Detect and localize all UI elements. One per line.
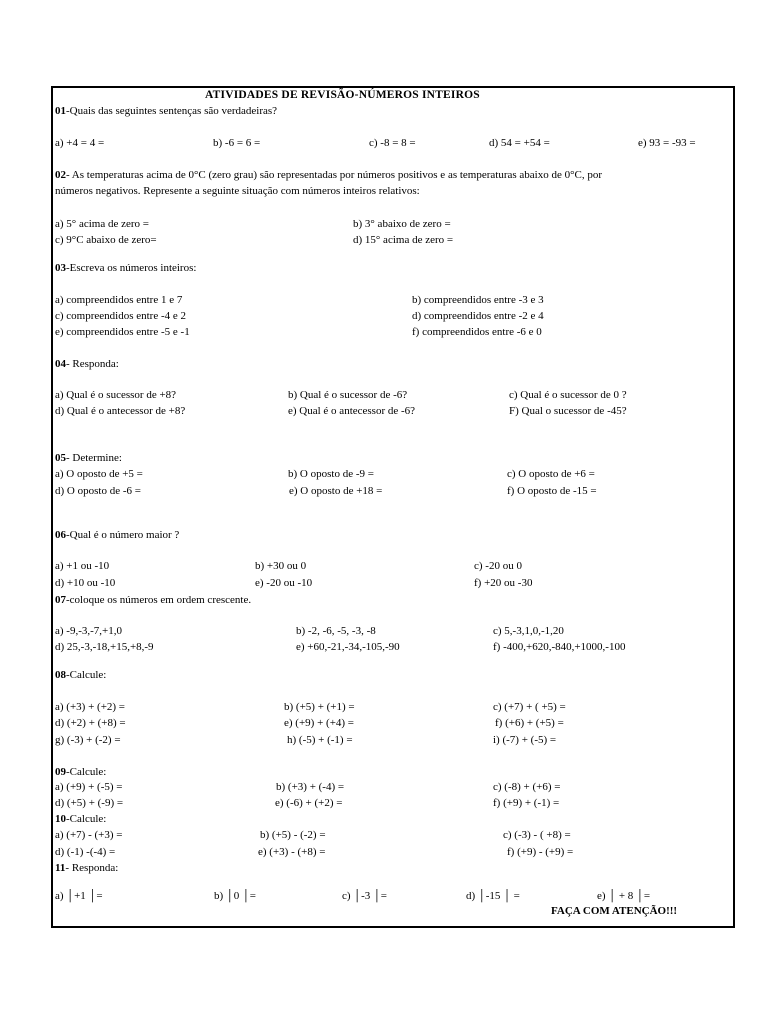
question-03-heading xyxy=(55,262,196,275)
answer-item: a) │+1 │= xyxy=(55,890,103,902)
question-text: -coloque os números em ordem crescente. xyxy=(66,594,252,606)
question-text: -Quais das seguintes sentenças são verdadeiras? xyxy=(66,105,278,117)
question-text: -Escreva os números inteiros: xyxy=(66,262,197,274)
question-06-heading xyxy=(55,529,179,542)
answer-item: b) (+5) - (-2) = xyxy=(260,829,326,841)
answer-item: e) (+9) + (+4) = xyxy=(284,717,355,729)
answer-item: d) 25,-3,-18,+15,+8,-9 xyxy=(55,641,154,653)
question-10-heading xyxy=(55,813,106,826)
answer-item: d) 15° acima de zero = xyxy=(353,234,454,246)
answer-item: c) (-8) + (+6) = xyxy=(493,781,561,793)
question-07-heading xyxy=(55,594,251,607)
worksheet-border xyxy=(51,86,735,928)
question-05-heading xyxy=(55,452,122,465)
answer-item: b) +30 ou 0 xyxy=(255,560,307,572)
question-number: 07 xyxy=(55,594,66,606)
answer-item: e) │ + 8 │= xyxy=(597,890,651,902)
question-number: 03 xyxy=(55,262,66,274)
answer-item: c) -8 = 8 = xyxy=(369,137,416,149)
answer-item: c) compreendidos entre -4 e 2 xyxy=(55,310,187,322)
answer-item: b) -6 = 6 = xyxy=(213,137,261,149)
answer-item: a) Qual é o sucessor de +8? xyxy=(55,389,177,401)
answer-item: c) │-3 │= xyxy=(342,890,387,902)
question-text: -Calcule: xyxy=(66,813,107,825)
question-number: 09 xyxy=(55,766,66,778)
answer-item: b) (+3) + (-4) = xyxy=(276,781,345,793)
question-number: 02 xyxy=(55,169,66,181)
footer-note: FAÇA COM ATENÇÃO!!! xyxy=(551,905,678,917)
answer-item: c) -20 ou 0 xyxy=(474,560,522,572)
answer-item: e) -20 ou -10 xyxy=(255,577,313,589)
question-number: 10 xyxy=(55,813,66,825)
answer-item: d) │-15 │ = xyxy=(466,890,520,902)
question-number: 04 xyxy=(55,358,66,370)
answer-item: e) (+3) - (+8) = xyxy=(258,846,326,858)
answer-item: i) (-7) + (-5) = xyxy=(493,734,557,746)
answer-item: g) (-3) + (-2) = xyxy=(55,734,121,746)
answer-item: b) 3° abaixo de zero = xyxy=(353,218,451,230)
answer-item: b) compreendidos entre -3 e 3 xyxy=(412,294,544,306)
question-text: - Responda: xyxy=(66,358,119,370)
question-09-heading xyxy=(55,766,106,779)
answer-item: d) +10 ou -10 xyxy=(55,577,116,589)
question-08-heading xyxy=(55,669,106,682)
answer-item: a) O oposto de +5 = xyxy=(55,468,143,480)
answer-item: c) (+7) + ( +5) = xyxy=(493,701,566,713)
question-text: -Qual é o número maior ? xyxy=(66,529,180,541)
question-number: 06 xyxy=(55,529,66,541)
answer-item: b) (+5) + (+1) = xyxy=(284,701,355,713)
answer-item: b) Qual é o sucessor de -6? xyxy=(288,389,408,401)
answer-item: c) 5,-3,1,0,-1,20 xyxy=(493,625,564,637)
answer-item: a) -9,-3,-7,+1,0 xyxy=(55,625,122,637)
answer-item: e) (-6) + (+2) = xyxy=(275,797,343,809)
answer-item: e) 93 = -93 = xyxy=(638,137,696,149)
answer-item: b) O oposto de -9 = xyxy=(288,468,374,480)
answer-item: e) compreendidos entre -5 e -1 xyxy=(55,326,190,338)
page-title: ATIVIDADES DE REVISÃO-NÚMEROS INTEIROS xyxy=(205,89,480,101)
question-number: 05 xyxy=(55,452,66,464)
question-text-line2: números negativos. Represente a seguinte situação com números inteiros relativos: xyxy=(55,185,420,197)
answer-item: e) Qual é o antecessor de -6? xyxy=(288,405,416,417)
answer-item: e) +60,-21,-34,-105,-90 xyxy=(296,641,400,653)
question-text: -Calcule: xyxy=(66,669,107,681)
answer-item: d) compreendidos entre -2 e 4 xyxy=(412,310,544,322)
answer-item: a) +1 ou -10 xyxy=(55,560,110,572)
answer-item: f) O oposto de -15 = xyxy=(507,485,597,497)
answer-item: d) (+2) + (+8) = xyxy=(55,717,126,729)
answer-item: a) 5° acima de zero = xyxy=(55,218,149,230)
answer-item: a) (+9) + (-5) = xyxy=(55,781,123,793)
question-01-heading xyxy=(55,105,277,118)
answer-item: d) (-1) -(-4) = xyxy=(55,846,116,858)
answer-item: f) +20 ou -30 xyxy=(474,577,533,589)
answer-item: f) compreendidos entre -6 e 0 xyxy=(412,326,542,338)
question-text: -Calcule: xyxy=(66,766,107,778)
question-02-heading xyxy=(55,169,602,182)
answer-item: f) -400,+620,-840,+1000,-100 xyxy=(493,641,626,653)
answer-item: c) O oposto de +6 = xyxy=(507,468,595,480)
answer-item: d) O oposto de -6 = xyxy=(55,485,141,497)
answer-item: c) (-3) - ( +8) = xyxy=(503,829,571,841)
answer-item: a) (+7) - (+3) = xyxy=(55,829,123,841)
answer-item: d) Qual é o antecessor de +8? xyxy=(55,405,186,417)
answer-item: b) │0 │= xyxy=(214,890,256,902)
answer-item: f) (+9) - (+9) = xyxy=(507,846,574,858)
answer-item: f) (+9) + (-1) = xyxy=(493,797,560,809)
answer-item: d) (+5) + (-9) = xyxy=(55,797,124,809)
answer-item: a) +4 = 4 = xyxy=(55,137,105,149)
answer-item: d) 54 = +54 = xyxy=(489,137,550,149)
answer-item: a) (+3) + (+2) = xyxy=(55,701,126,713)
question-number: 01 xyxy=(55,105,66,117)
question-text: - As temperaturas acima de 0°C (zero grau) são representadas por números positivos e as temperaturas abaixo de 0°C, por xyxy=(66,169,603,181)
question-text: - Responda: xyxy=(65,862,119,874)
answer-item: c) Qual é o sucessor de 0 ? xyxy=(509,389,627,401)
question-11-heading xyxy=(55,862,118,875)
question-number: 11 xyxy=(55,862,66,874)
answer-item: a) compreendidos entre 1 e 7 xyxy=(55,294,183,306)
answer-item: f) (+6) + (+5) = xyxy=(495,717,564,729)
question-text: - Determine: xyxy=(66,452,122,464)
question-number: 08 xyxy=(55,669,66,681)
answer-item: e) O oposto de +18 = xyxy=(289,485,383,497)
answer-item: c) 9°C abaixo de zero= xyxy=(55,234,157,246)
question-04-heading xyxy=(55,358,119,371)
answer-item: h) (-5) + (-1) = xyxy=(287,734,353,746)
answer-item: F) Qual o sucessor de -45? xyxy=(509,405,627,417)
answer-item: b) -2, -6, -5, -3, -8 xyxy=(296,625,376,637)
